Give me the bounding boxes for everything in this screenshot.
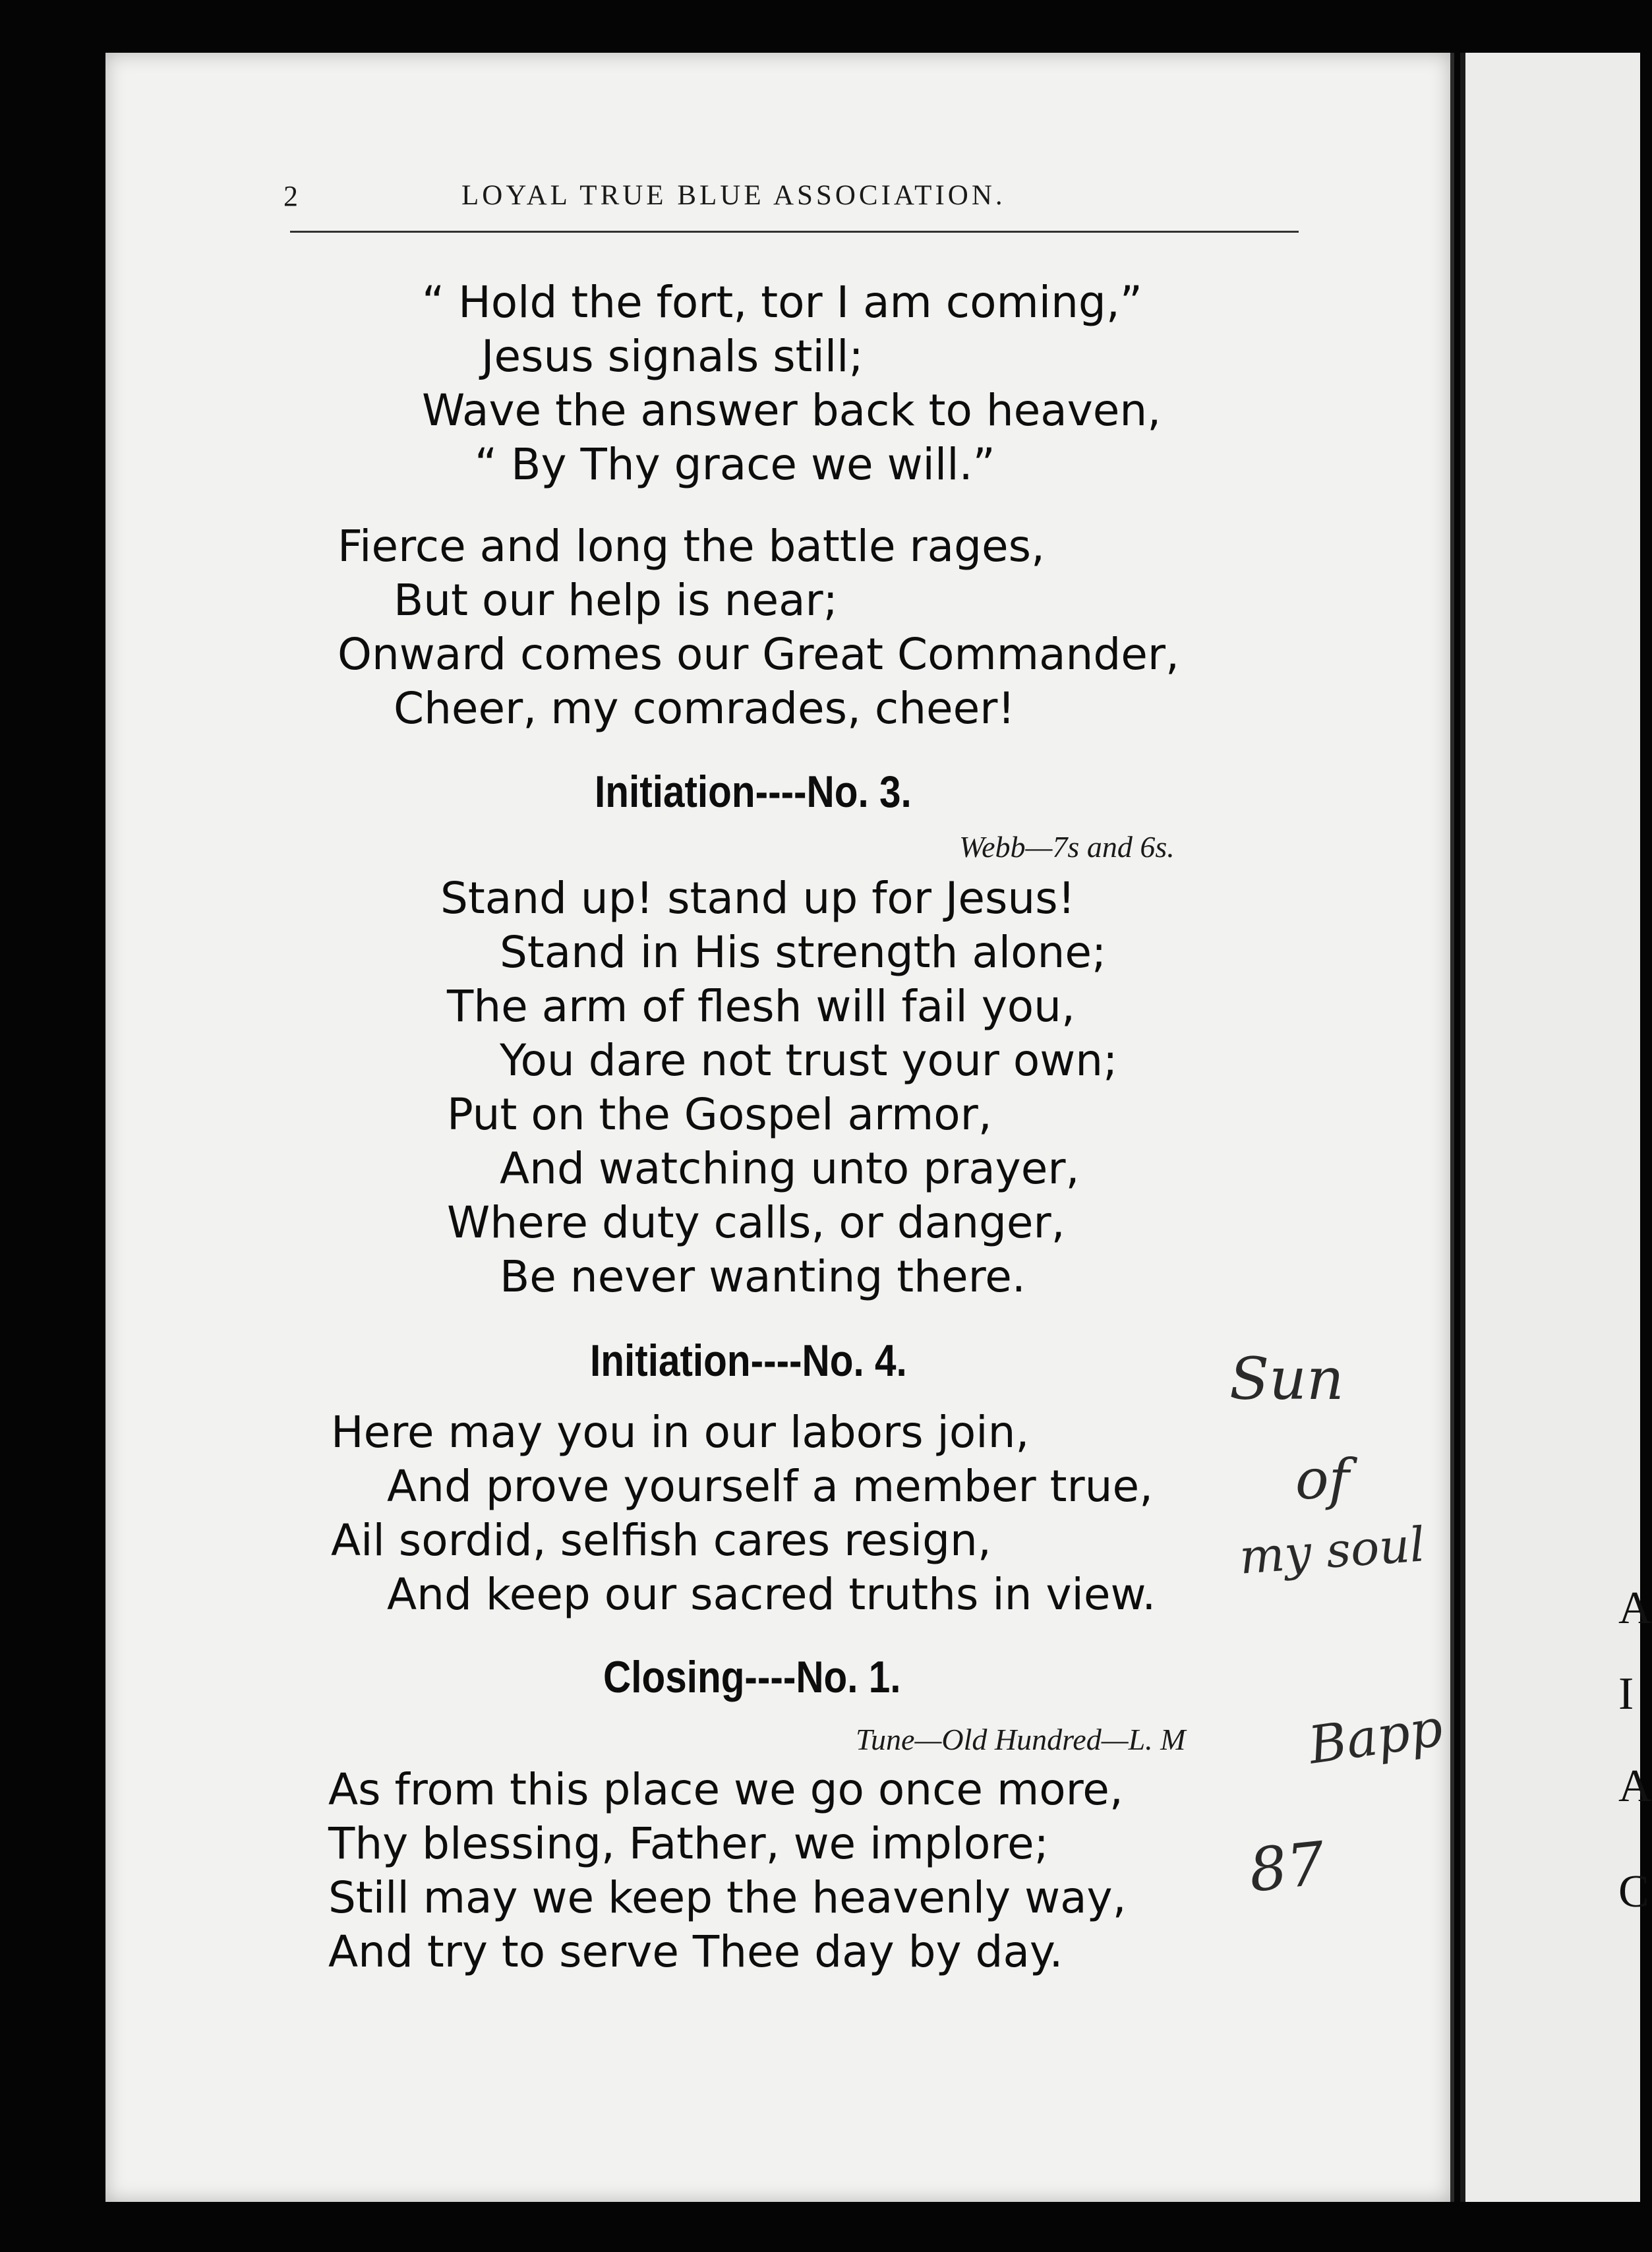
- facing-page-char: I: [1618, 1669, 1634, 1719]
- verse-line: As from this place we go once more,: [328, 1764, 1123, 1815]
- verse-line: And prove yourself a member true,: [387, 1461, 1154, 1512]
- verse-line: And keep our sacred truths in view.: [387, 1569, 1156, 1620]
- tune-label: Webb—7s and 6s.: [959, 830, 1175, 864]
- page-number: 2: [283, 180, 298, 212]
- hymn-chorus: [422, 276, 1161, 492]
- verse-line: Fierce and long the battle rages,: [338, 521, 1045, 572]
- verse-line: But our help is near;: [394, 575, 838, 626]
- running-head: [283, 179, 1299, 225]
- running-title: LOYAL TRUE BLUE ASSOCIATION.: [461, 180, 1006, 211]
- hymn-verse: [338, 519, 1179, 736]
- verse-line: Where duty calls, or danger,: [447, 1197, 1065, 1248]
- verse-line: Stand up! stand up for Jesus!: [440, 873, 1076, 924]
- verse-line: Ail sordid, selfish cares resign,: [331, 1515, 991, 1566]
- header-rule: [290, 231, 1299, 233]
- verse-line: And try to serve Thee day by day.: [328, 1926, 1063, 1977]
- facing-page-char: A: [1618, 1583, 1652, 1634]
- verse-line: Be never wanting there.: [500, 1251, 1026, 1302]
- handwritten-note: Sun: [1229, 1345, 1344, 1413]
- handwritten-note: Bapp: [1305, 1698, 1446, 1776]
- verse-line: Still may we keep the heavenly way,: [328, 1872, 1127, 1923]
- verse-line: “ Hold the fort, tor I am coming,”: [422, 277, 1142, 328]
- hymn-verse: [331, 1406, 1156, 1622]
- verse-line: Thy blessing, Father, we implore;: [328, 1818, 1049, 1869]
- verse-line: Onward comes our Great Commander,: [338, 629, 1179, 680]
- verse-line: Here may you in our labors join,: [331, 1407, 1030, 1458]
- section-heading: Initiation----No. 3.: [595, 767, 912, 817]
- hymn-verse: [440, 872, 1117, 1304]
- facing-page-char: A: [1618, 1761, 1652, 1812]
- facing-page-char: C: [1618, 1866, 1649, 1917]
- verse-line: Put on the Gospel armor,: [447, 1089, 992, 1140]
- verse-line: You dare not trust your own;: [500, 1035, 1118, 1086]
- verse-line: Stand in His strength alone;: [500, 927, 1107, 978]
- verse-line: Jesus signals still;: [481, 331, 864, 382]
- hymn-verse: [328, 1763, 1127, 1979]
- verse-line: “ By Thy grace we will.”: [475, 439, 995, 490]
- verse-line: Wave the answer back to heaven,: [422, 385, 1162, 436]
- facing-page-edge: [1460, 53, 1640, 2202]
- handwritten-note: of: [1295, 1447, 1349, 1512]
- handwritten-note: 87: [1245, 1829, 1328, 1906]
- verse-line: Cheer, my comrades, cheer!: [394, 683, 1015, 734]
- verse-line: The arm of flesh will fail you,: [447, 981, 1075, 1032]
- section-heading: Initiation----No. 4.: [590, 1336, 907, 1386]
- section-heading: Closing----No. 1.: [603, 1652, 901, 1702]
- tune-label: Tune—Old Hundred—L. M: [856, 1723, 1186, 1756]
- verse-line: And watching unto prayer,: [500, 1143, 1080, 1194]
- handwritten-note: my soul: [1237, 1516, 1427, 1585]
